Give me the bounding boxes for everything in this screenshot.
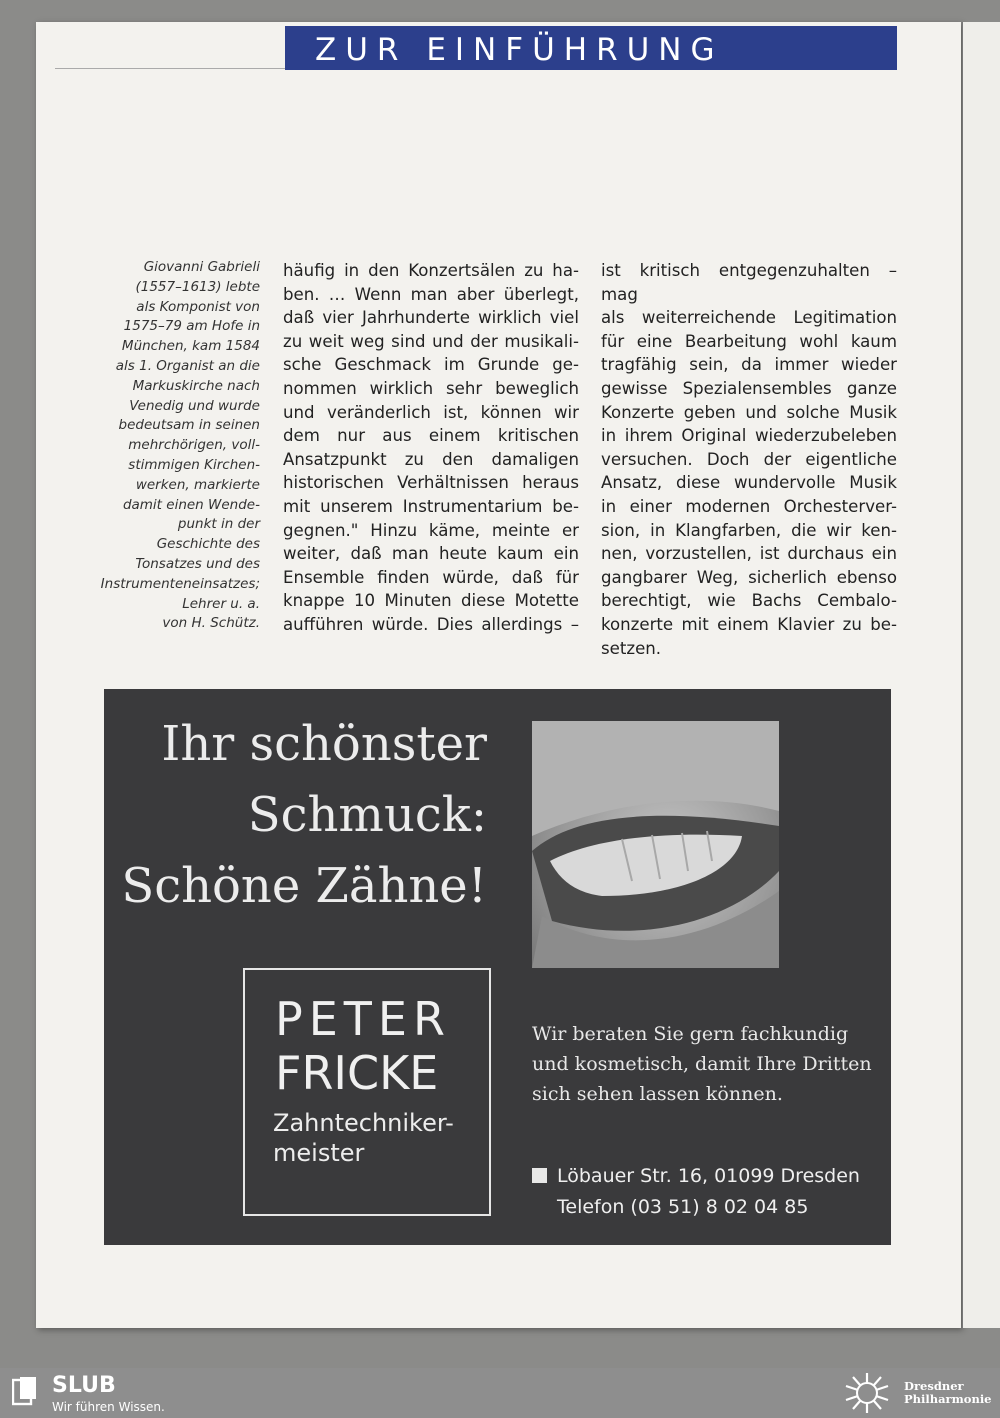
body-line: ben. … Wenn man aber überlegt, [283,284,579,304]
sidenote-line: als Komponist von [136,298,260,315]
company-name-last: FRICKE [275,1046,439,1100]
sidenote-line: werken, markierte [135,476,260,493]
body-line: tragfähig sein, da immer wieder [601,355,897,375]
sidenote-line: von H. Schütz. [162,615,260,632]
body-line: knappe 10 Minuten diese Motette [283,591,579,611]
body-line: ist kritisch entgegenzuhalten – mag [601,261,897,304]
slub-logo-icon [12,1376,38,1406]
body-line: gewisse Spezialensembles ganze [601,378,897,398]
body-line: Konzerte geben und solche Musik [601,402,897,422]
sidenote-line: 1575–79 am Hofe in [123,318,260,335]
body-line: setzen. [601,638,662,658]
body-line: häufig in den Konzertsälen zu ha- [283,261,579,280]
body-line: gangbarer Weg, sicherlich ebenso [601,567,897,587]
sidenote-line: punkt in der [177,516,260,533]
sidenote-line: Geschichte des [156,536,260,553]
ad-slogan-line: sich sehen lassen können. [532,1083,783,1105]
smile-photo [532,721,779,968]
body-line: nommen wirklich sehr beweglich [283,378,579,398]
body-column-2 [601,259,897,660]
advertisement [104,689,891,1245]
body-line: in ihrem Original wiederzubeleben [601,426,897,446]
sidenote-line: damit einen Wende- [122,496,260,513]
body-line: aufführen würde. Dies allerdings – [283,614,579,634]
square-bullet-icon [532,1168,547,1183]
header-rule [55,68,285,69]
body-line: sche Geschmack im Grunde ge- [283,355,579,375]
partner-name-line: Dresdner [904,1379,964,1393]
ad-headline [121,709,487,922]
company-name-first: PETER [275,992,451,1046]
ad-slogan-line: und kosmetisch, damit Ihre Dritten [532,1053,872,1075]
company-title-line: Zahntechniker- [273,1109,454,1137]
body-line: gegnen." Hinzu käme, meinte er [283,520,579,540]
business-card-box [243,968,491,1216]
sidenote-line: Tonsatzes und des [135,555,260,572]
address-line [532,1161,860,1192]
sidenote-line: als 1. Organist an die [115,357,260,374]
library-tagline: Wir führen Wissen. [52,1400,165,1414]
body-line: historischen Verhältnissen heraus [283,473,579,493]
sidenote-line: Markuskirche nach [132,377,260,394]
company-title [273,1108,454,1168]
body-line: konzerte mit einem Klavier zu be- [601,614,897,634]
body-column-1 [283,259,579,637]
next-page-edge [962,22,1000,1328]
section-header [285,26,897,70]
body-line: mit unserem Instrumentarium be- [283,496,579,516]
viewer-footer [0,1368,1000,1418]
body-line: Ansatzpunkt zu den damaligen [283,449,579,469]
section-title: ZUR EINFÜHRUNG [315,32,724,68]
body-line: Ansatz, diese wundervolle Musik [601,473,897,493]
ad-headline-line: Schmuck: [247,787,487,843]
sidenote-line: stimmigen Kirchen- [128,456,260,473]
body-line: und veränderlich ist, können wir [283,402,579,422]
sidenote-line: München, kam 1584 [121,338,260,355]
body-line: weiter, daß man heute kaum ein [283,544,579,564]
body-line: sion, in Klangfarben, die wir ken- [601,520,897,540]
philharmonie-logo-icon[interactable] [842,1372,892,1414]
body-line: für eine Bearbeitung wohl kaum [601,331,897,351]
body-line: daß vier Jahrhunderte wirklich viel [283,308,579,328]
ad-slogan [532,1019,882,1109]
ad-headline-line: Ihr schönster [161,716,487,772]
body-line: dem nur aus einem kritischen [283,426,579,446]
library-name[interactable]: SLUB [52,1373,116,1398]
ad-headline-line: Schöne Zähne! [121,858,487,914]
body-line: in einer modernen Orchesterver- [601,496,897,516]
sidenote-line: mehrchörigen, voll- [128,437,260,454]
body-line: Ensemble finden würde, daß für [283,567,579,587]
ad-slogan-line: Wir beraten Sie gern fachkundig [532,1023,849,1045]
sidenote-line: Venedig und wurde [129,397,260,414]
sidenote-line: Lehrer u. a. [182,595,260,612]
body-line: als weiterreichende Legitimation [601,308,897,328]
body-line: zu weit weg sind und der musikali- [283,331,579,351]
phone-line: Telefon (03 51) 8 02 04 85 [557,1196,809,1218]
sidenote-line: (1557–1613) lebte [135,278,260,295]
sidenote-line: Giovanni Gabrieli [143,259,260,275]
company-title-line: meister [273,1139,365,1167]
body-line: versuchen. Doch der eigentliche [601,449,897,469]
ad-contact [532,1161,860,1223]
smile-illustration [532,721,779,968]
partner-name-line: Philharmonie [904,1392,992,1406]
company-name [275,992,451,1100]
sidenote-line: bedeutsam in seinen [118,417,260,434]
partner-name [904,1380,992,1406]
sidenote-line: Instrumenteneinsatzes; [100,575,260,592]
address-text: Löbauer Str. 16, 01099 Dresden [557,1165,860,1187]
body-line: nen, vorzustellen, ist durchaus ein [601,544,897,564]
body-line: berechtigt, wie Bachs Cembalo- [601,591,897,611]
sidenote [100,258,260,634]
